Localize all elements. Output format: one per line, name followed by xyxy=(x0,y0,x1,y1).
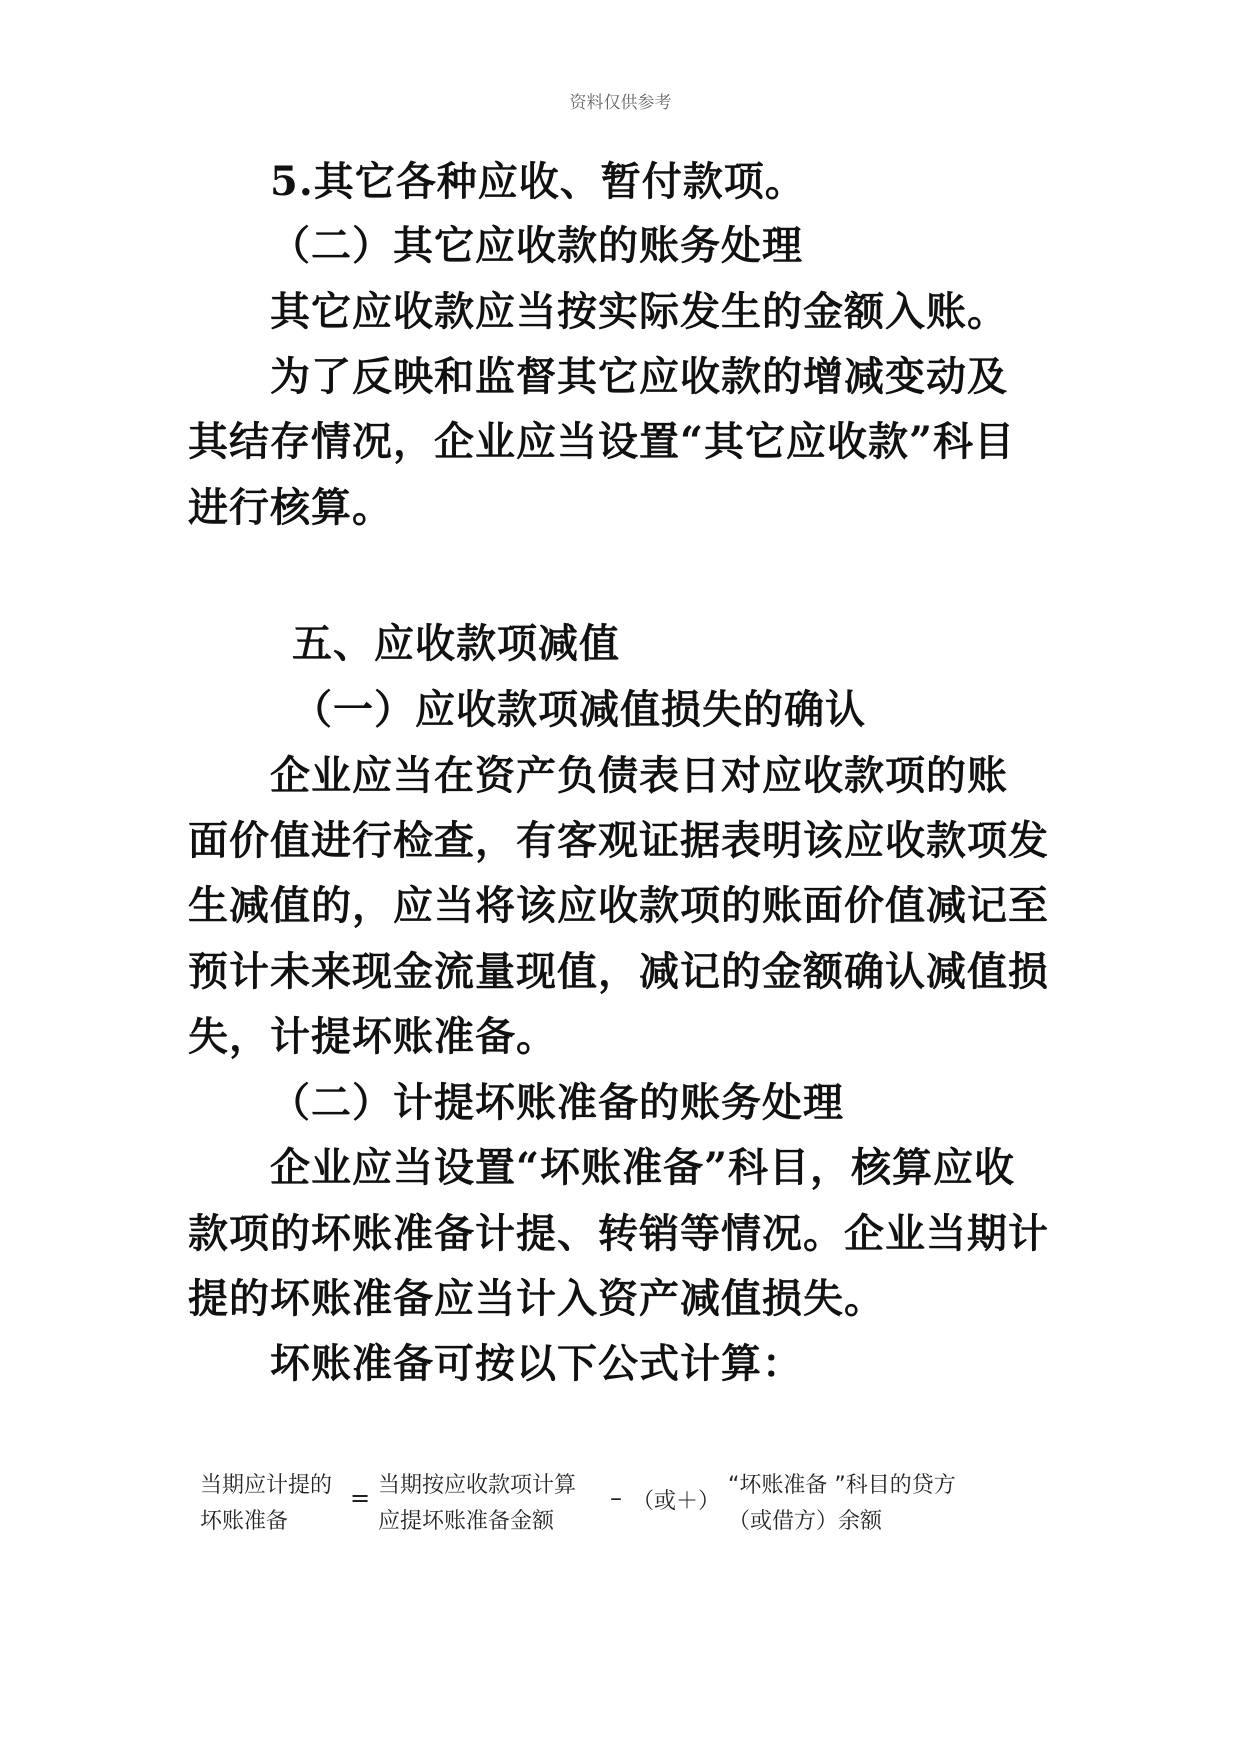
text-line: 其结存情况，企业应当设置“其它应收款”科目 xyxy=(188,418,1016,465)
formula-term2-line1: “坏账准备 ”科目的贷方 xyxy=(728,1473,956,1498)
formula-or-plus: （或＋） xyxy=(632,1489,721,1514)
section-heading: （二）计提坏账准备的账务处理 xyxy=(270,1079,844,1126)
formula-minus: – xyxy=(610,1484,622,1512)
formula-term2-line2: （或借方）余额 xyxy=(728,1509,883,1534)
text-line: 企业应当设置“坏账准备”科目，核算应收 xyxy=(270,1144,1016,1191)
chapter-heading: 五、应收款项减值 xyxy=(292,620,620,667)
text-line: 其它应收款应当按实际发生的金额入账。 xyxy=(270,288,1008,335)
section-heading: （二）其它应收款的账务处理 xyxy=(270,222,803,269)
text-line: 生减值的，应当将该应收款项的账面价值减记至 xyxy=(188,882,1049,929)
formula-equals: = xyxy=(350,1484,371,1512)
text-line: 进行核算。 xyxy=(188,484,393,531)
text-line: 5.其它各种应收、暂付款项。 xyxy=(270,158,806,205)
page-header: 资料仅供参考 xyxy=(569,93,672,113)
section-heading: （一）应收款项减值损失的确认 xyxy=(292,686,866,733)
text-line: 失，计提坏账准备。 xyxy=(188,1013,557,1060)
formula-term1-line2: 应提坏账准备金额 xyxy=(378,1509,555,1534)
formula-term1-line1: 当期按应收款项计算 xyxy=(378,1473,577,1498)
bad-debt-formula xyxy=(200,1470,1100,1560)
formula-lhs-line1: 当期应计提的 xyxy=(200,1473,333,1498)
text-line: 预计未来现金流量现值，减记的金额确认减值损 xyxy=(188,948,1049,995)
text-line: 提的坏账准备应当计入资产减值损失。 xyxy=(188,1275,885,1322)
text-line: 款项的坏账准备计提、转销等情况。企业当期计 xyxy=(188,1210,1049,1257)
text-line: 企业应当在资产负债表日对应收款项的账 xyxy=(270,752,1008,799)
formula-lhs-line2: 坏账准备 xyxy=(200,1509,289,1534)
text-line: 坏账准备可按以下公式计算： xyxy=(270,1340,803,1387)
text-line: 为了反映和监督其它应收款的增减变动及 xyxy=(270,353,1008,400)
text-line: 面价值进行检查，有客观证据表明该应收款项发 xyxy=(188,817,1049,864)
